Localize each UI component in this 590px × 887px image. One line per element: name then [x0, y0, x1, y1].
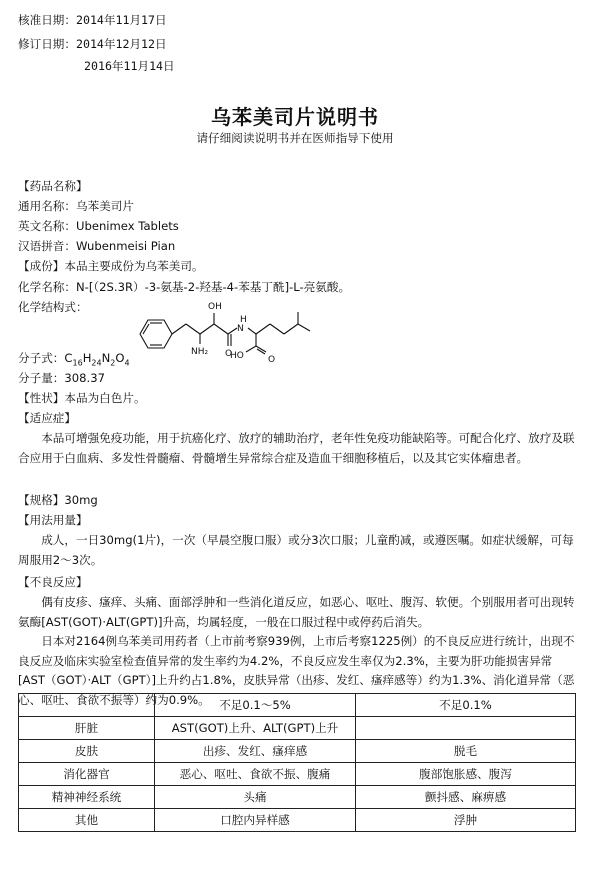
table-cell: 消化器官 [19, 763, 155, 786]
adverse-paragraph-1: 偶有皮疹、瘙痒、头痛、面部浮肿和一些消化道反应，如恶心、呕吐、腹泻、软便。个别服用者可出现转氨酶[AST(GOT)·ALT(GPT)]升高，均属轻度，一般在口服过程中或停药后消失。 [18, 595, 575, 629]
table-cell: 其他 [19, 809, 155, 832]
approval-label: 核准日期： [18, 13, 76, 27]
table-row [19, 786, 576, 809]
composition: 【成份】本品主要成份为乌苯美司。 [18, 259, 204, 273]
revision-label: 修订日期： [18, 37, 76, 51]
formula-label: 分子式： [18, 351, 65, 365]
formula-o: O [115, 351, 125, 365]
table-cell: 口腔内异样感 [155, 809, 356, 832]
table-row [19, 740, 576, 763]
table-header-cell: 不足0.1% [356, 694, 576, 717]
formula-n: N [101, 351, 111, 365]
dosage-paragraph: 成人，一日30mg(1片)，一次（早晨空腹口服）或分3次口服；儿童酌减，或遵医嘱。如症状缓解，可每周服用2～3次。 [18, 533, 574, 567]
specification: 【规格】30mg [18, 493, 98, 507]
table-row [19, 809, 576, 832]
properties: 【性状】本品为白色片。 [18, 391, 146, 405]
english-name: 英文名称：Ubenimex Tablets [18, 219, 179, 233]
atom-h: H [240, 315, 247, 325]
table-cell: 浮肿 [356, 809, 576, 832]
adverse-reaction-table [18, 693, 576, 832]
generic-name: 通用名称：乌苯美司片 [18, 199, 134, 213]
table-cell [356, 717, 576, 740]
indications-text [18, 429, 578, 468]
atom-o1: O [225, 349, 233, 359]
table-cell: AST(GOT)上升、ALT(GPT)上升 [155, 717, 356, 740]
revision-date-2: 2016年11月14日 [84, 59, 175, 73]
adverse-paragraph-2: 日本对2164例乌苯美司用药者（上市前考察939例，上市后考察1225例）的不良反应进行统计，出现不良反应及临床实验室检查值异常的发生率约为4.2%，不良反应发生率仅为2.3%，主要为肝功能损害异常[AST（GOT）·ALT（GPT）]上升约占1.8%，皮肤异常（出疹、发红、瘙痒感等）约为1.3%、消化道异常（恶心、呕吐、食欲不振等）约为0.9%。 [18, 634, 575, 707]
table-header-row [19, 694, 576, 717]
formula-n-count: 2 [110, 358, 116, 368]
table-cell: 颤抖感、麻痹感 [356, 786, 576, 809]
table-cell: 肝脏 [19, 717, 155, 740]
formula-c: C [64, 351, 73, 365]
atom-n: N [237, 324, 244, 334]
drug-name-heading: 【药品名称】 [18, 179, 88, 193]
indications-paragraph: 本品可增强免疫功能，用于抗癌化疗、放疗的辅助治疗，老年性免疫功能缺陷等。可配合化疗、放疗及联合应用于白血病、多发性骨髓瘤、骨髓增生异常综合症及造血干细胞移植后，以及其它实体瘤患者。 [18, 431, 575, 465]
formula-o-count: 4 [124, 358, 130, 368]
approval-date-line [18, 12, 167, 28]
table-header-cell: 不足0.1～5% [155, 694, 356, 717]
dosage-text [18, 531, 578, 570]
chemical-name: 化学名称：N-[（2S.3R）-3-氨基-2-羟基-4-苯基丁酰]-L-亮氨酸。 [18, 280, 351, 294]
table-cell: 恶心、呕吐、食欲不振、腹痛 [155, 763, 356, 786]
table-cell: 出疹、发红、瘙痒感 [155, 740, 356, 763]
atom-oh: OH [208, 302, 222, 312]
revision-date-1: 2014年12月12日 [75, 37, 167, 51]
formula-c-count: 16 [72, 358, 83, 368]
document-subtitle: 请仔细阅读说明书并在医师指导下使用 [196, 131, 394, 145]
formula-h: H [82, 351, 92, 365]
molecular-weight: 分子量：308.37 [18, 371, 105, 385]
revision-date-line [18, 36, 167, 52]
structure-label: 化学结构式： [18, 300, 88, 314]
table-header-cell [19, 694, 155, 717]
atom-nh2: NH₂ [191, 347, 209, 357]
adverse-heading: 【不良反应】 [18, 575, 88, 589]
formula-h-count: 24 [91, 358, 102, 368]
approval-date: 2014年11月17日 [75, 13, 167, 27]
table-row [19, 717, 576, 740]
atom-o2: O [268, 355, 276, 365]
indications-heading: 【适应症】 [18, 411, 76, 425]
table-cell: 头痛 [155, 786, 356, 809]
atom-ho: HO [230, 351, 244, 361]
document-title: 乌苯美司片说明书 [211, 105, 379, 129]
table-cell: 精神神经系统 [19, 786, 155, 809]
table-cell: 腹部饱胀感、腹泻 [356, 763, 576, 786]
chemical-structure [128, 296, 328, 366]
dosage-heading: 【用法用量】 [18, 513, 88, 527]
table-cell: 皮肤 [19, 740, 155, 763]
pinyin-name: 汉语拼音：Wubenmeisi Pian [18, 239, 176, 253]
formula-line [18, 350, 130, 371]
table-cell: 脱毛 [356, 740, 576, 763]
table-row [19, 763, 576, 786]
